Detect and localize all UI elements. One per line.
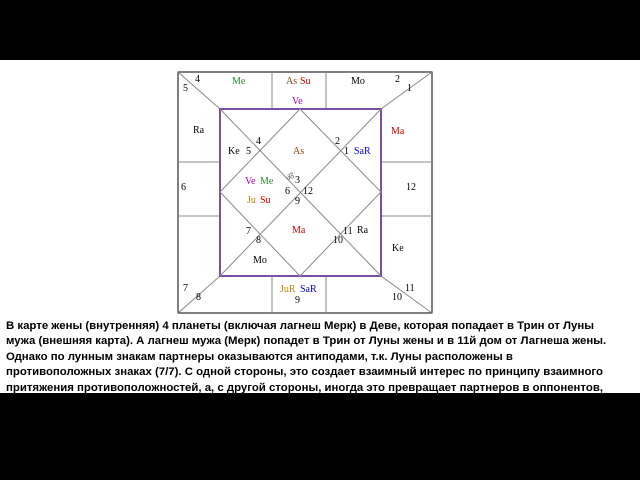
planet-label: Ma bbox=[292, 225, 306, 236]
caption-line: стоящих по разные стороны баррикады. bbox=[6, 397, 239, 410]
synastry-chart bbox=[0, 60, 640, 318]
outer-house-number: 11 bbox=[405, 283, 415, 294]
caption-line: Однако по лунным знакам партнеры оказываются антиподами, т.к. Луны расположены в bbox=[6, 350, 513, 363]
inner-house-number: 11 bbox=[343, 226, 353, 237]
inner-house-number: 1 bbox=[344, 146, 349, 157]
planet-label: Su bbox=[300, 76, 311, 87]
inner-house-number: 9 bbox=[295, 196, 300, 207]
outer-house-number: 4 bbox=[195, 74, 200, 85]
caption-line: противоположных знаках (7/7). С одной стороны, это создает взаимный интерес по принципу взаимного bbox=[6, 366, 603, 379]
om-marker: ॐ bbox=[286, 172, 295, 182]
inner-house-number: 3 bbox=[295, 175, 300, 186]
planet-label: As bbox=[286, 76, 298, 87]
planet-label: Ma bbox=[391, 126, 405, 137]
caption-line: В карте жены (внутренняя) 4 планеты (включая лагнеш Мерк) в Деве, которая попадает в Трин от Луны bbox=[6, 320, 594, 332]
outer-house-number: 1 bbox=[407, 83, 412, 94]
planet-label: As bbox=[293, 146, 305, 157]
planet-label: Mo bbox=[351, 76, 365, 87]
outer-house-number: 6 bbox=[181, 182, 186, 193]
inner-house-number: 10 bbox=[333, 235, 343, 246]
planet-label: Ve bbox=[292, 96, 303, 107]
inner-house-number: 5 bbox=[246, 146, 251, 157]
planet-label: Me bbox=[260, 176, 274, 187]
planet-label: JuR bbox=[280, 284, 296, 295]
planet-label: Ra bbox=[357, 225, 369, 236]
outer-house-number: 5 bbox=[183, 83, 188, 94]
planet-label: Ju bbox=[247, 195, 256, 206]
caption-line: мужа (внешняя карта). А лагнеш мужа (Мерк) попадет в Трин от Луны жены и в 11й дом от Лагнеша жены. bbox=[6, 335, 607, 348]
planet-label: Ke bbox=[392, 243, 404, 254]
inner-house-number: 2 bbox=[335, 136, 340, 147]
outer-house-number: 7 bbox=[183, 283, 188, 294]
outer-house-number: 2 bbox=[395, 74, 400, 85]
planet-label: Me bbox=[232, 76, 246, 87]
outer-house-number: 8 bbox=[196, 292, 201, 303]
planet-label: SaR bbox=[354, 146, 371, 157]
planet-label: Mo bbox=[253, 255, 267, 266]
inner-house-number: 6 bbox=[285, 186, 290, 197]
planet-label: Ve bbox=[245, 176, 256, 187]
inner-house-number: 12 bbox=[303, 186, 313, 197]
planet-label: Ra bbox=[193, 125, 205, 136]
inner-house-number: 8 bbox=[256, 235, 261, 246]
planet-label: Ke bbox=[228, 146, 240, 157]
outer-house-number: 9 bbox=[295, 295, 300, 306]
caption bbox=[6, 319, 634, 411]
inner-house-number: 4 bbox=[256, 136, 261, 147]
slide bbox=[0, 60, 640, 410]
planet-label: Su bbox=[260, 195, 271, 206]
outer-house-number: 10 bbox=[392, 292, 402, 303]
planet-label: SaR bbox=[300, 284, 317, 295]
caption-line: притяжения противоположностей, а, с другой стороны, иногда это превращает партнеров в оппонентов, bbox=[6, 381, 603, 394]
inner-house-number: 7 bbox=[246, 226, 251, 237]
outer-house-number: 12 bbox=[406, 182, 416, 193]
